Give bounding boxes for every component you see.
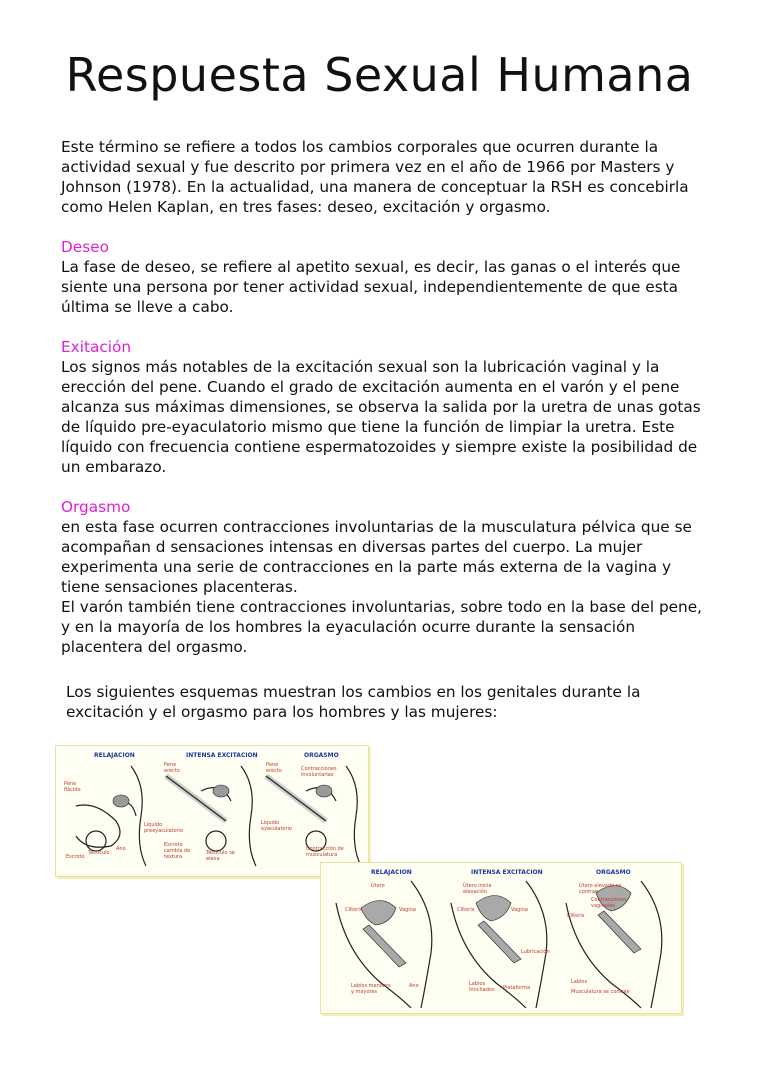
label-contr-vag: Contracciones vaginales (591, 897, 627, 909)
label-clitoris-2: Clítoris (457, 907, 475, 913)
label-clitoris-1: Clítoris (345, 907, 363, 913)
label-liquido-pre: Líquido preeyaculatorio (144, 822, 184, 834)
male-diagram (55, 745, 369, 877)
section-body-deseo: La fase de deseo, se refiere al apetito sexual, es decir, las ganas o el interés que siente una persona por tener actividad sexual, independientemente de que esta última se lleve a cabo. (61, 258, 681, 316)
label-pene-flacido: Pene flácido (64, 781, 81, 793)
label-lubricacion: Lubricación (521, 949, 550, 955)
label-vagina-2: Vagina (511, 907, 528, 913)
label-escroto-cambia: Escroto cambia de textura (164, 842, 191, 860)
label-utero-1: Útero (371, 883, 385, 889)
section-heading-orgasmo: Orgasmo (61, 498, 131, 516)
label-musculatura: Musculatura se contrae (571, 989, 630, 995)
section-heading-deseo: Deseo (61, 238, 109, 256)
male-phase-3: ORGASMO (304, 752, 339, 759)
male-phase-2: INTENSA EXCITACION (186, 752, 258, 759)
label-testiculo: Testículo (88, 850, 110, 856)
female-phase-2: INTENSA EXCITACION (471, 869, 543, 876)
female-phase-3: ORGASMO (596, 869, 631, 876)
label-labios-1: Labios menores y mayores (351, 983, 391, 995)
label-ano: Ano (116, 846, 126, 852)
diagrams-intro: Los siguientes esquemas muestran los cambios en los genitales durante la excitación y el orgasmo para los hombres y las mujeres: (66, 683, 641, 721)
section-heading-excitacion: Exitación (61, 338, 132, 356)
label-utero-2: Útero inicia elevación (463, 883, 492, 895)
label-contraccion-musc: Contracción de musculatura (306, 846, 344, 858)
label-clitoris-3: Clítoris (567, 913, 585, 919)
label-liquido-eyac: Líquido eyaculatorio (261, 820, 292, 832)
intro-paragraph: Este término se refiere a todos los cambios corporales que ocurren durante la actividad sexual y fue descrito por primera vez en el año de 1966 por Masters y Johnson (1978). En la actualidad, una manera de conceptuar la RSH es concebirla como Helen Kaplan, en tres fases: deseo, excitación y orgasmo. (61, 138, 689, 216)
female-diagram (320, 862, 682, 1014)
label-pene-erecto-1: Pene erecto (164, 762, 180, 774)
female-phase-1: RELAJACION (371, 869, 412, 876)
label-labios-3: Labios (571, 979, 588, 985)
section-body-excitacion: Los signos más notables de la excitación sexual son la lubricación vaginal y la erección del pene. Cuando el grado de excitación aumenta en el varón y el pene alcanza sus máximas dimensiones, se observa la salida por la uretra de unas gotas de líquido pre-eyaculatorio mismo que tiene la función de limpiar la uretra. Este líquido con frecuencia contiene espermatozoides y siempre existe la posibilidad de un embarazo. (61, 358, 701, 476)
page-title: Respuesta Sexual Humana (65, 48, 694, 102)
label-vagina-1: Vagina (399, 907, 416, 913)
body-text (61, 137, 706, 657)
label-testiculo-eleva: Testículo se eleva (206, 850, 235, 862)
label-labios-2: Labios hinchados (469, 981, 495, 993)
label-pene-erecto-2: Pene erecto (266, 762, 282, 774)
label-utero-3: Útero elevado se contrae (579, 883, 622, 895)
section-body-orgasmo-2: El varón también tiene contracciones involuntarias, sobre todo en la base del pene, y en la mayoría de los hombres la eyaculación ocurre durante la sensación placentera del orgasmo. (61, 598, 703, 656)
label-ano-female: Ano (409, 983, 419, 989)
section-body-orgasmo: en esta fase ocurren contracciones involuntarias de la musculatura pélvica que se acompañan d sensaciones intensas en diversas partes del cuerpo. La mujer experimenta una serie de contracciones en la parte más externa de la vagina y tiene sensaciones placenteras. (61, 518, 692, 596)
male-phase-1: RELAJACION (94, 752, 135, 759)
label-plataforma: Plataforma (503, 985, 531, 991)
label-contracciones: Contracciones involuntarias (301, 766, 337, 778)
label-escroto: Escroto (66, 854, 85, 860)
